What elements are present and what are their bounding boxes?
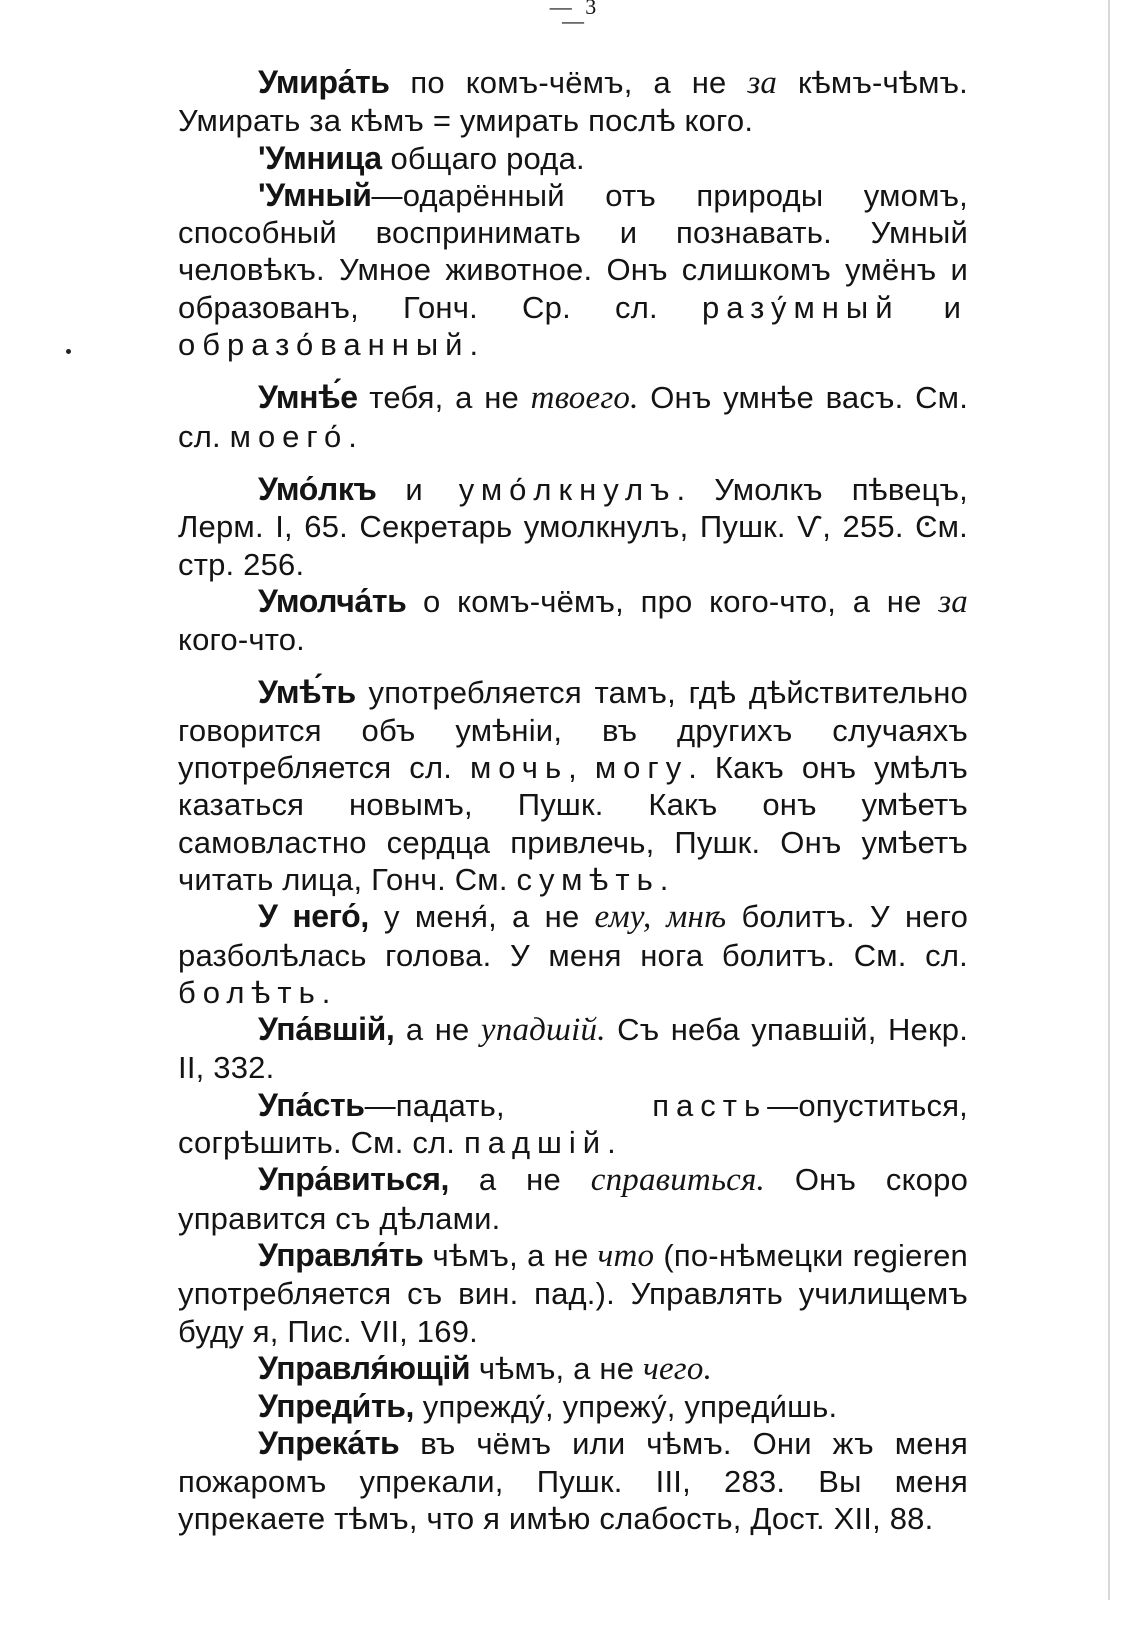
entry-text: общаго рода. [381,140,585,176]
entry-text: въ чёмъ или чѣмъ. Они жъ меня пожаромъ упрекали, Пушк. III, 283. Вы меня упрекаете тѣмъ, что я имѣю слабость, Дост. XII, 88. [178,1426,968,1536]
headword: Умира́ть [258,64,390,100]
entry-upavshy [178,1011,968,1087]
italic-form: за [938,583,968,620]
entry-uprekat [178,1425,968,1537]
entry-text: о комъ-чёмъ, про кого-что, а не [406,583,939,619]
entry-umnee [178,379,968,455]
entry-text: . Какъ онъ умѣлъ казаться новымъ, Пушк. Какъ онъ умѣетъ самовластно сердца привлечь, Пушк. Онъ умѣетъ читать лица, Гонч. См. [178,750,968,897]
entry-text: упрежду́, упрежу́, упреди́шь. [413,1389,838,1425]
entry-text: —одарённый отъ природы умомъ, способный воспринимать и познавать. Умный человѣкъ. Умное животное. Онъ слишкомъ умёнъ и образованъ, Гонч. Ср. сл. [178,177,968,325]
spaced-form: падшій [463,1125,608,1161]
italic-form: за [747,65,778,101]
entry-text: . [659,861,669,897]
entry-text: (по-нѣмецки regieren употребляется съ вин. пад.). Управлять училищемъ буду я, Пис. VII, 169. [178,1237,968,1349]
entry-text [900,290,944,325]
spaced-form: могу [594,750,689,786]
entry-umirat [178,64,968,140]
entry-text: кѣмъ-чѣмъ. Умирать за кѣмъ = умирать послѣ кого. [178,65,968,139]
spaced-form: моего́ [229,418,349,454]
entry-text [376,472,405,507]
entry-upast [178,1087,968,1162]
italic-form: чего. [643,1350,713,1387]
headword: Упреди́ть, [258,1388,414,1425]
italic-form: ему, мнѣ [594,899,727,936]
entry-text: чѣмъ, а не [423,1237,598,1273]
entry-text: . [321,974,331,1010]
entry-umolchat [178,583,968,659]
entry-text: кого-что. [178,622,305,658]
entry-text: а не [394,1012,481,1048]
italic-form: справиться. [590,1162,765,1199]
spaced-form: сумѣть [516,861,660,897]
spaced-form: мочь [469,750,569,786]
entry-upravitsya [178,1161,968,1237]
entry-text: Съ неба упавшій, Некр. II, 332. [178,1012,969,1086]
headword: Управля́ть [258,1236,424,1273]
headword: Умнѣ́е [258,379,358,416]
entry-text: —опуститься, согрѣшить. См. сл. [178,1087,968,1161]
spaced-form: умо́лкнулъ [458,471,677,507]
entry-text: тебя, а не [357,380,531,416]
spaced-form: и [943,289,968,325]
entry-text: у меня́, а не [368,899,595,935]
headword: 'Умница [258,139,382,176]
headword: Упа́сть [258,1086,365,1123]
entry-text: . [469,327,479,363]
entry-text: употребляется тамъ, гдѣ дѣйствительно говорится объ умѣніи, въ другихъ случаяхъ употребляется сл. [178,675,968,786]
headword: 'Умный [258,176,372,213]
entry-text: , [568,750,595,786]
entry-text: по комъ-чёмъ, а не [389,65,748,100]
spaced-form: и [405,471,430,507]
spaced-form: болѣть [178,974,322,1010]
entry-text: . [607,1125,616,1161]
entry-text: —падать, [364,1087,653,1123]
spaced-form: образо́ванный [178,327,470,363]
entry-text: а не [449,1162,591,1198]
headword: Умолча́ть [258,582,407,619]
entry-text: Онъ скоро управится съ дѣлами. [178,1162,969,1236]
entry-u-nego [178,898,968,1011]
headword: Умо́лкъ [258,470,377,507]
headword: Умѣ́ть [258,674,356,711]
entry-umet [178,674,968,898]
entry-umolk [178,471,968,583]
entry-umnitsa [178,140,968,177]
italic-form: что [597,1237,655,1274]
italic-form: твоего. [530,380,639,417]
page-number: — 3 — [549,0,601,33]
headword: Управля́ющій [258,1349,471,1386]
entry-upravlyat [178,1237,968,1350]
entry-text [430,472,459,507]
headword: У него́, [258,898,369,935]
italic-form: упадшій. [480,1012,606,1049]
scan-edge-line [1108,0,1110,1600]
ink-speck [66,349,71,354]
entry-upravlyayushchy [178,1350,968,1388]
headword: Упрека́ть [258,1425,400,1462]
entry-text: . Умолкъ пѣвецъ, Лерм. I, 65. Секретарь умолкнулъ, Пушк. Ѵ, 255. См. стр. 256. [178,471,968,582]
headword: Упра́виться, [258,1161,450,1198]
spaced-form: пасть [652,1087,768,1123]
entry-text: болитъ. У него разболѣлась голова. У меня нога болитъ. См. сл. [178,899,969,973]
spaced-form: разу́мный [701,289,900,325]
entry-umny [178,177,968,363]
entry-upredit [178,1388,968,1425]
entry-text: . [348,418,358,454]
headword: Упа́вшій, [258,1011,395,1048]
entry-text: Онъ умнѣе васъ. См. сл. [178,380,969,454]
dictionary-text [178,64,968,1537]
entry-text: чѣмъ, а не [470,1350,644,1386]
